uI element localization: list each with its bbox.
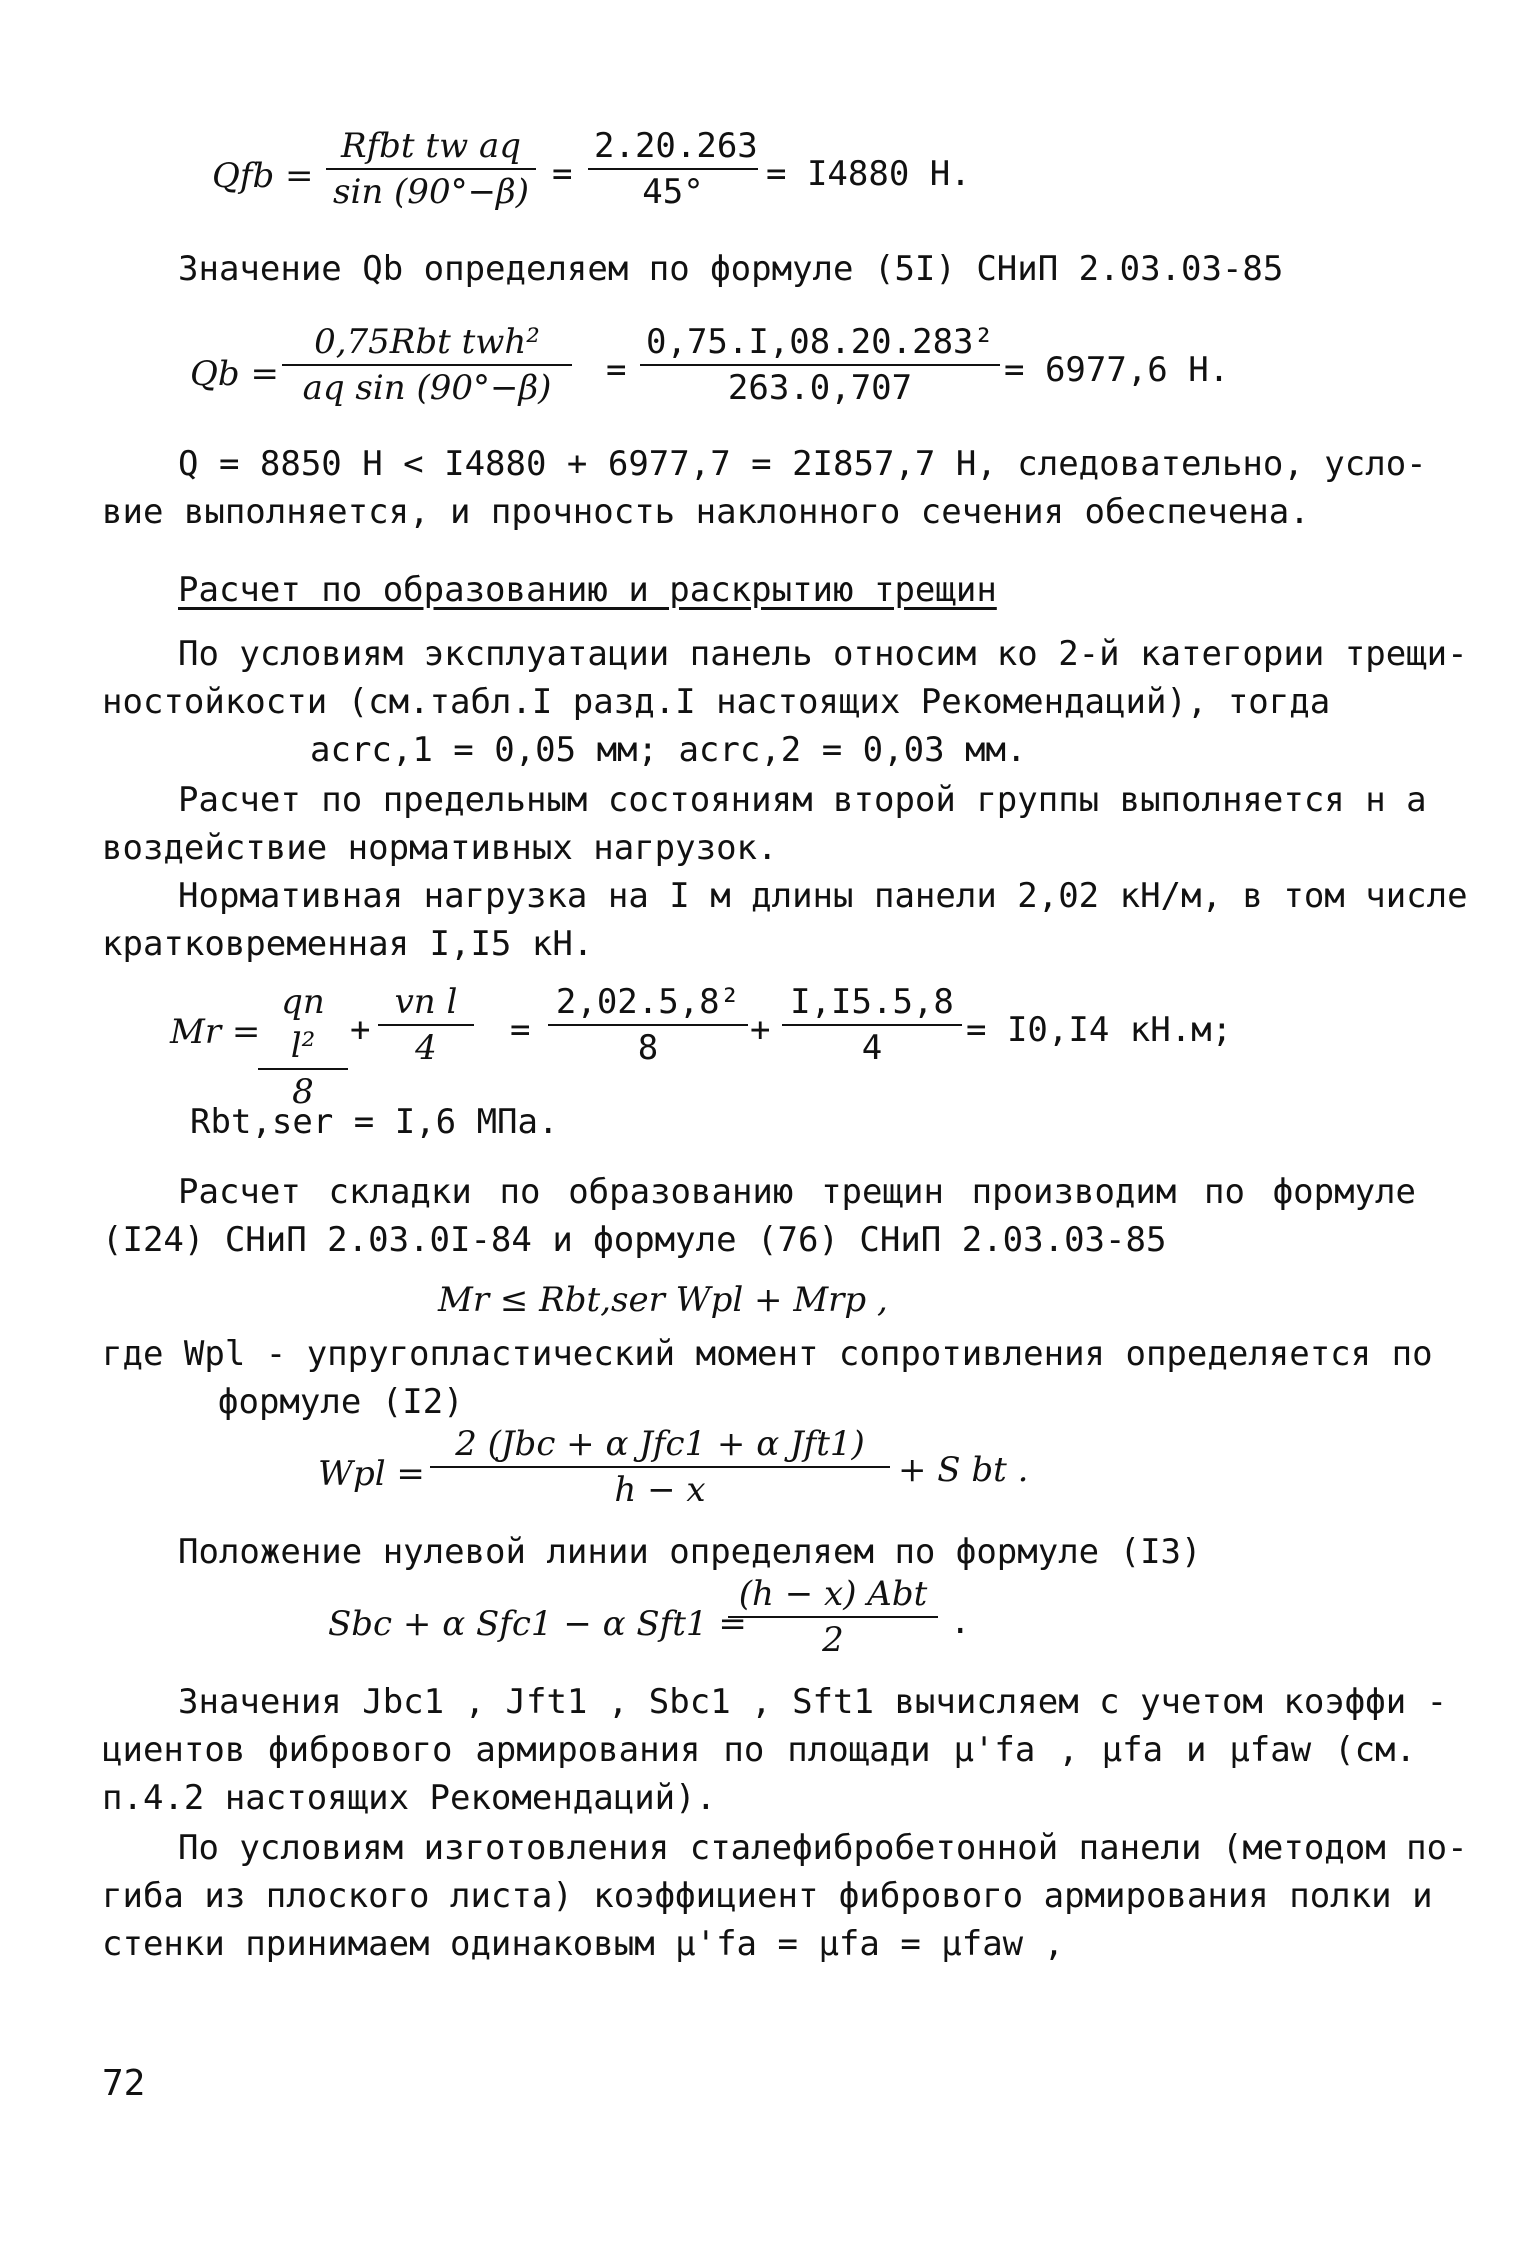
acrc-values: acrc,1 = 0,05 мм; acrc,2 = 0,03 мм. [310,730,1027,770]
formula-mr-fraction [378,980,474,1070]
formula-qfb-lhs: Qfb = [212,156,314,196]
fraction-denominator: aq sin (90°−β) [302,368,552,408]
paragraph-values-line: п.4.2 настоящих Рекомендаций). [102,1778,717,1818]
formula-s-lhs: Sbc + α Sfc1 − α Sft1 = [328,1604,747,1644]
formula-mr-fraction-numeric [782,980,962,1070]
paragraph-qb-intro: Значение Qb определяем по формуле (5I) СНиП 2.03.03-85 [178,249,1284,289]
formula-inequality: Mr ≤ Rbt,ser Wpl + Mrp , [438,1280,888,1320]
fraction-numerator: 0,75Rbt twh² [282,320,572,366]
paragraph-crack-line: (I24) СНиП 2.03.0I-84 и формуле (76) СНиП 2.03.03-85 [102,1220,1167,1260]
fraction-numerator: Rfbt tw aq [326,124,536,170]
fraction-denominator: 8 [637,1028,659,1068]
formula-qb-result: = 6977,6 Н. [1004,350,1230,390]
formula-wpl-fraction [430,1422,890,1512]
formula-wpl-lhs: Wpl = [318,1454,425,1494]
fraction-denominator: h − x [614,1470,706,1510]
paragraph-category-line: По условиям эксплуатации панель относим ко 2-й категории трещи- [178,634,1468,674]
paragraph-values-line: циентов фибрового армирования по площади μ'fa , μfa и μfaw (см. [102,1730,1416,1770]
paragraph-load-line: Нормативная нагрузка на I м длины панели 2,02 кН/м, в том числе [178,876,1468,916]
paragraph-q-line: Q = 8850 Н < I4880 + 6977,7 = 2I857,7 Н, следовательно, усло- [178,444,1427,484]
formula-s-fraction [728,1572,938,1662]
formula-qfb-fraction-symbolic [326,124,536,214]
fraction-numerator: 0,75.I,08.20.283² [640,320,1000,366]
formula-mr-fraction-numeric [548,980,748,1070]
fraction-numerator: vn l [378,980,474,1026]
fraction-denominator: sin (90°−β) [333,172,529,212]
formula-qb-lhs: Qb = [190,354,279,394]
paragraph-neutral-line: Положение нулевой линии определяем по формуле (I3) [178,1532,1202,1572]
formula-qb-fraction-numeric [640,320,1000,410]
fraction-denominator: 8 [292,1072,314,1112]
fraction-denominator: 45° [642,172,704,212]
formula-mr-fraction [258,980,348,1114]
fraction-denominator: 4 [861,1028,883,1068]
formula-wpl-tail: + S bt . [898,1450,1029,1490]
fraction-denominator: 2 [822,1620,844,1660]
section-heading: Расчет по образованию и раскрытию трещин [178,570,997,610]
fraction-numerator: 2 (Jbc + α Jfc1 + α Jft1) [430,1422,890,1468]
fraction-numerator: qn l² [258,980,348,1070]
document-page: Qfb = Rfbt tw aq sin (90°−β) = $\frac{2.20.263}{45^\circ}$ = I4880 Н. Значение Qb определяем по формуле (5I) СНиП 2.03.03-85 Qb = 0,75Rbt twh² aq sin (90°−β) = $\frac{\text{0,75.I,08.20.283²}}{263.0,707}$ = 6977,6 Н. Q = 8850 Н < I4880 + 6977,7 = 2I857,7 Н, следовательно, усло- вие выполняется, и прочность наклонного сечения обеспечена. Расчет по образованию и раскрытию трещин По условиям эксплуатации панель относим ко 2-й категории трещи- ностойкости (см.табл.I разд.I настоящих Рекомендаций), тогда acrc,1 = 0,05 мм; acrc,2 = 0,03 мм. Расчет по предельным состояниям второй группы выполняется н а воздействие нормативных нагрузок. Нормативная нагрузка на I м длины панели 2,02 кН/м, в том числе кратковременная I,I5 кН. Mr = $\frac{\text{qn l²}}{8}$ + $\frac{\text{vn l}}{4}$ = $\frac{\text{2,02.5,8²}}{8}$ + $\frac{I,I5.5,8}{4}$ = I0,I4 кН.м; Rbt,ser = I,6 МПа. Расчет складки по образованию трещин производим по формуле (I24) СНиП 2.03.0I-84 и формуле (76) СНиП 2.03.03-85 Mr ≤ Rbt,ser Wpl + Mrp , где Wpl - упругопластический момент сопротивления определяется по формуле (I2) Wpl = 2 (Jbc + α Jfc1 + α Jft1) h − x + S bt . Положение нулевой линии определяем по формуле (I3) Sbc + α Sfc1 − α Sft1 = (h − x) Abt 2 . Значения Jbc1 , Jft1 , Sbc1 , Sft1 вычисляем с учетом коэффи - циентов фибрового армирования по площади μ'fa , μfa и μfaw (см. п.4.2 настоящих Рекомендаций). По условиям изготовления сталефибробетонной панели (методом по- гиба из плоского листа) коэффициент фибрового армирования полки и стенки принимаем одинаковым μ'fa = μfa = μfaw , 72 [0,0,1536,2245]
fraction-denominator: 263.0,707 [727,368,913,408]
formula-qfb-result: = I4880 Н. [766,154,971,194]
formula-mr-lhs: Mr = [170,1012,261,1052]
paragraph-manufacture-line: стенки принимаем одинаковым μ'fa = μfa = μfaw , [102,1924,1065,1964]
paragraph-values-line: Значения Jbc1 , Jft1 , Sbc1 , Sft1 вычисляем с учетом коэффи - [178,1682,1448,1722]
formula-qfb-fraction-numeric [588,124,758,214]
formula-mr-result: = I0,I4 кН.м; [966,1010,1233,1050]
paragraph-category-line: ностойкости (см.табл.I разд.I настоящих Рекомендаций), тогда [102,682,1331,722]
paragraph-manufacture-line: гиба из плоского листа) коэффициент фибрового армирования полки и [102,1876,1433,1916]
page-number: 72 [102,2063,146,2104]
paragraph-wpl-line: формуле (I2) [218,1382,464,1422]
fraction-numerator: I,I5.5,8 [782,980,962,1026]
fraction-denominator: 4 [415,1028,437,1068]
fraction-numerator: 2,02.5,8² [548,980,748,1026]
paragraph-load-line: кратковременная I,I5 кН. [102,924,594,964]
rbt-ser-value: Rbt,ser = I,6 МПа. [190,1102,559,1142]
paragraph-group-line: Расчет по предельным состояниям второй группы выполняется н а [178,780,1427,820]
fraction-numerator: (h − x) Abt [728,1572,938,1618]
paragraph-wpl-line: где Wpl - упругопластический момент сопротивления определяется по [102,1334,1433,1374]
paragraph-crack-line: Расчет складки по образованию трещин производим по формуле [178,1172,1416,1212]
fraction-numerator: 2.20.263 [588,124,758,170]
formula-qb-fraction-symbolic [282,320,572,410]
paragraph-group-line: воздействие нормативных нагрузок. [102,828,778,868]
paragraph-manufacture-line: По условиям изготовления сталефибробетонной панели (методом по- [178,1828,1468,1868]
paragraph-q-line: вие выполняется, и прочность наклонного сечения обеспечена. [102,492,1310,532]
